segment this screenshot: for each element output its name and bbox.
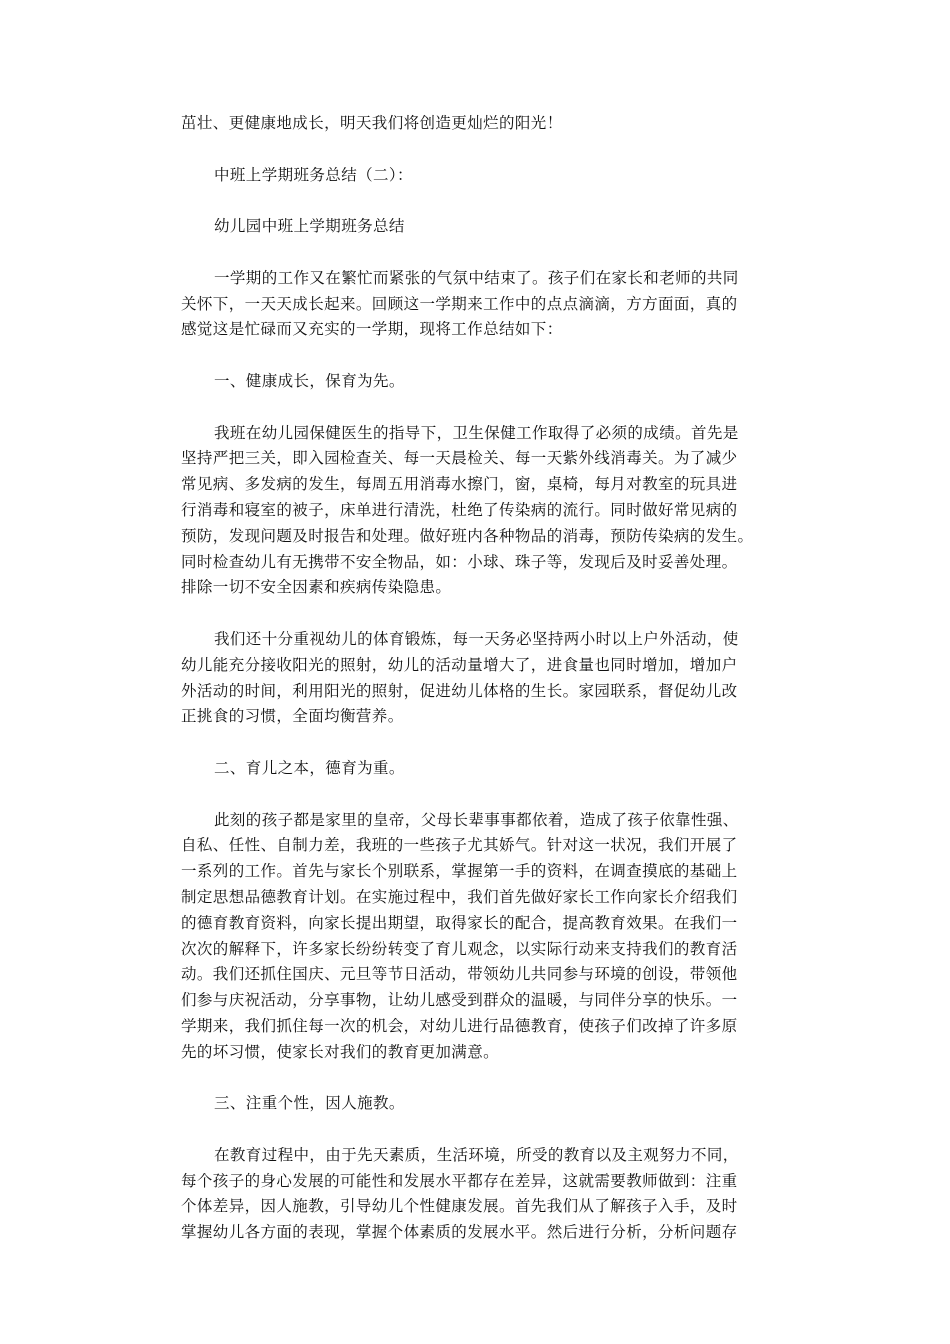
text-line: 幼儿能充分接收阳光的照射，幼儿的活动量增大了，进食量也同时增加，增加户 [181, 655, 738, 674]
text-line: 茁壮、更健康地成长，明天我们将创造更灿烂的阳光！ [181, 114, 563, 132]
text-line: 们参与庆祝活动，分享事物，让幼儿感受到群众的温暖，与同伴分享的快乐。一 [181, 991, 738, 1010]
paragraph-gap [181, 240, 772, 266]
paragraph-moral [181, 808, 772, 1066]
paragraph-gap [181, 395, 772, 421]
text-line: 我们还十分重视幼儿的体育锻炼，每一天务必坚持两小时以上户外活动，使 [214, 629, 739, 648]
text-line: 次次的解释下，许多家长纷纷转变了育儿观念，以实际行动来支持我们的教育活 [181, 939, 738, 958]
text-line: 自私、任性、自制力差，我班的一些孩子尤其娇气。针对这一状况，我们开展了 [181, 836, 738, 855]
text-line: 此刻的孩子都是家里的皇帝，父母长辈事事都依着，造成了孩子依靠性强、 [214, 810, 739, 829]
section-heading: 一、健康成长，保育为先。 [214, 371, 405, 390]
document-page [181, 111, 772, 1246]
paragraph-gap [181, 137, 772, 163]
text-line: 感觉这是忙碌而又充实的一学期，现将工作总结如下： [181, 320, 563, 339]
section-title: 中班上学期班务总结（二）： [214, 165, 413, 184]
text-line: 我班在幼儿园保健医生的指导下，卫生保健工作取得了必须的成绩。首先是 [214, 423, 739, 442]
text-line: 制定思想品德教育计划。在实施过程中，我们首先做好家长工作向家长介绍我们 [181, 887, 738, 906]
text-line: 一学期的工作又在繁忙而紧张的气氛中结束了。孩子们在家长和老师的共同 [214, 268, 739, 287]
text-line: 外活动的时间，利用阳光的照射，促进幼儿体格的生长。家园联系，督促幼儿改 [181, 681, 738, 700]
text-line: 一系列的工作。首先与家长个别联系，掌握第一手的资料，在调查摸底的基础上 [181, 862, 738, 881]
text-line: 的德育教育资料，向家长提出期望，取得家长的配合，提高教育效果。在我们一 [181, 913, 738, 932]
text-line: 预防，发现问题及时报告和处理。做好班内各种物品的消毒，预防传染病的发生。 [181, 526, 754, 545]
paragraph-gap [181, 1065, 772, 1091]
text-line: 在教育过程中，由于先天素质，生活环境，所受的教育以及主观努力不同， [214, 1145, 739, 1164]
section-heading: 三、注重个性，因人施教。 [214, 1094, 405, 1113]
paragraph-gap [181, 601, 772, 627]
paragraph-individual [181, 1143, 772, 1246]
section-heading: 二、育儿之本，德育为重。 [214, 758, 405, 777]
paragraph-intro [181, 266, 772, 343]
text-line: 正挑食的习惯，全面均衡营养。 [181, 707, 404, 726]
paragraph-exercise [181, 627, 772, 730]
paragraph-gap [181, 1117, 772, 1143]
text-line: 关怀下，一天天成长起来。回顾这一学期来工作中的点点滴滴，方方面面，真的 [181, 294, 738, 313]
paragraph-gap [181, 782, 772, 808]
text-line: 每个孩子的身心发展的可能性和发展水平都存在差异，这就需要教师做到：注重 [181, 1171, 738, 1190]
text-line: 先的坏习惯，使家长对我们的教育更加满意。 [181, 1042, 500, 1061]
text-line: 个体差异，因人施教，引导幼儿个性健康发展。首先我们从了解孩子入手，及时 [181, 1197, 738, 1216]
paragraph-gap [181, 730, 772, 756]
paragraph-gap [181, 188, 772, 214]
paragraph-gap [181, 343, 772, 369]
text-line: 常见病、多发病的发生，每周五用消毒水擦门，窗，桌椅，每月对教室的玩具进 [181, 475, 738, 494]
text-line: 坚持严把三关，即入园检查关、每一天晨检关、每一天紫外线消毒关。为了减少 [181, 449, 738, 468]
paragraph-health [181, 421, 772, 602]
text-line: 掌握幼儿各方面的表现，掌握个体素质的发展水平。然后进行分析，分析问题存 [181, 1223, 738, 1242]
text-line: 学期来，我们抓住每一次的机会，对幼儿进行品德教育，使孩子们改掉了许多原 [181, 1016, 738, 1035]
text-line: 动。我们还抓住国庆、元旦等节日活动，带领幼儿共同参与环境的创设，带领他 [181, 965, 738, 984]
text-line: 同时检查幼儿有无携带不安全物品，如：小球、珠子等，发现后及时妥善处理。 [181, 552, 738, 571]
text-line: 行消毒和寝室的被子，床单进行清洗，杜绝了传染病的流行。同时做好常见病的 [181, 500, 738, 519]
document-title: 幼儿园中班上学期班务总结 [214, 217, 405, 236]
text-line: 排除一切不安全因素和疾病传染隐患。 [181, 578, 452, 597]
